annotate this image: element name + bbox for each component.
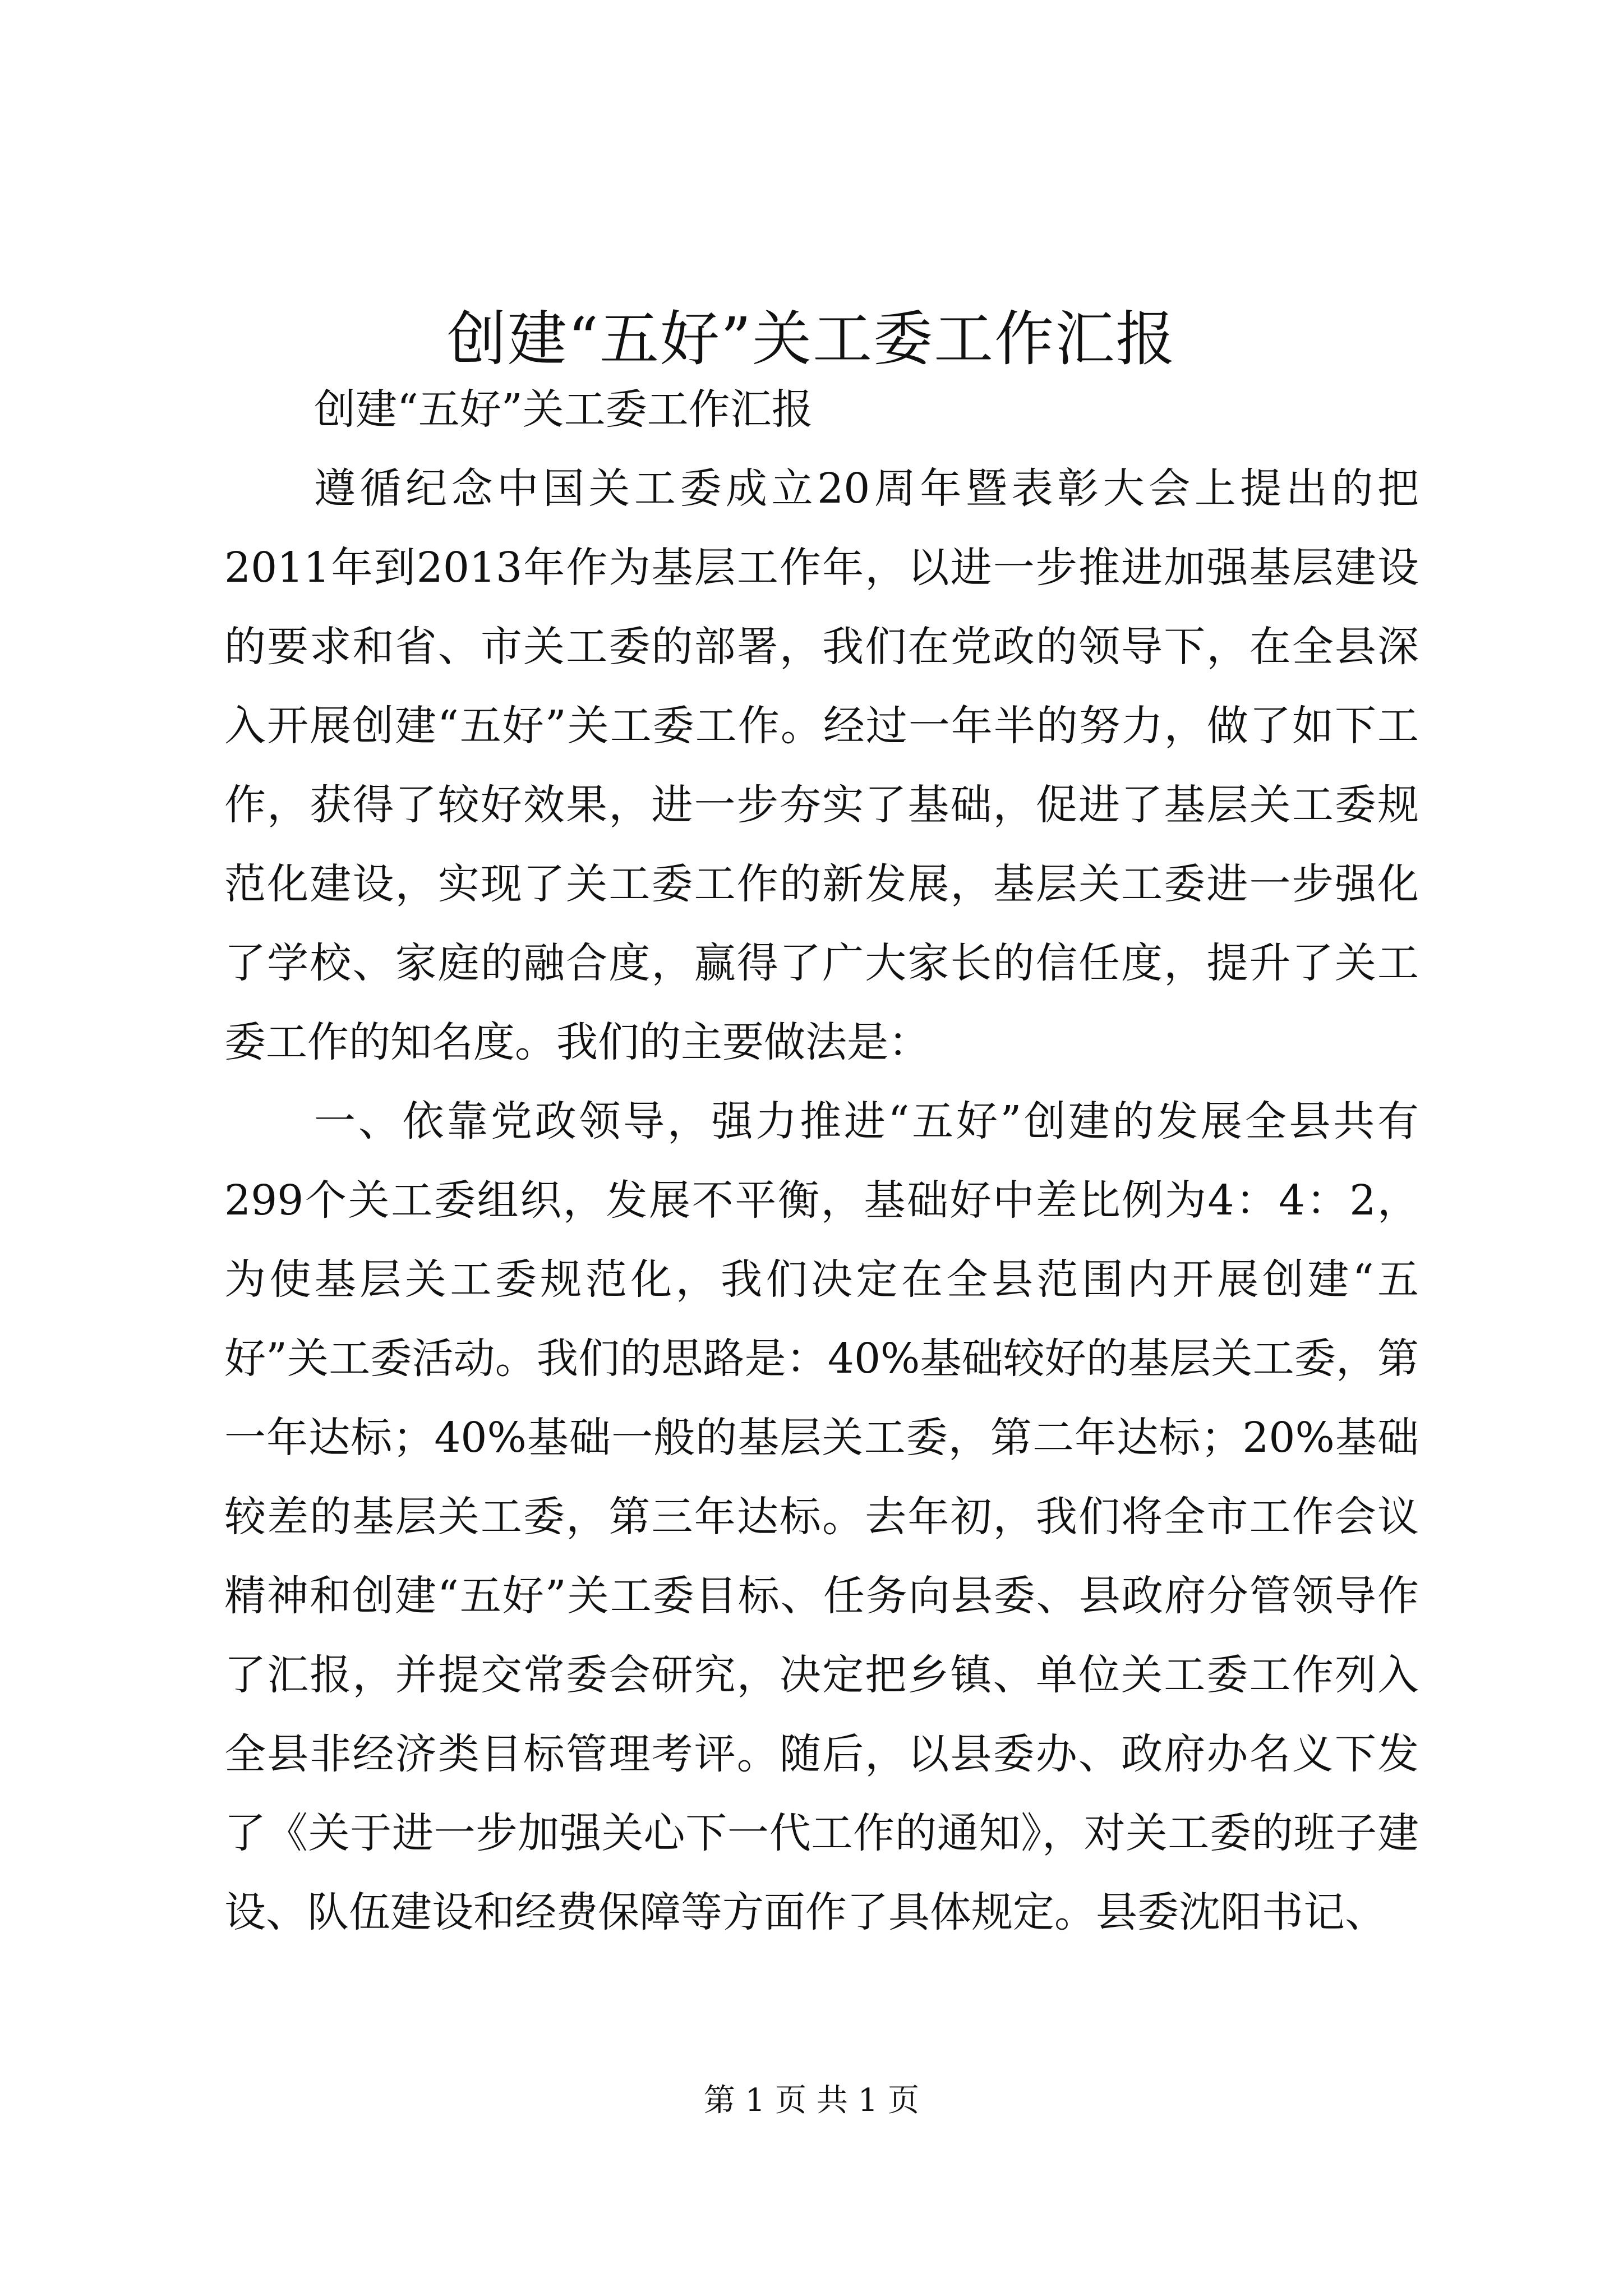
- document-title: 创建“五好”关工委工作汇报: [446, 305, 1177, 374]
- document-body: [224, 370, 1419, 1952]
- paragraph-section-one: 一、依靠党政领导，强力推进“五好”创建的发展全县共有299个关工委组织，发展不平衡，基础好中差比例为4：4：2，为使基层关工委规范化，我们决定在全县范围内开展创建“五好”关工委活动。我们的思路是：40%基础较好的基层关工委，第一年达标；40%基础一般的基层关工委，第二年达标；20%基础较差的基层关工委，第三年达标。去年初，我们将全市工作会议精神和创建“五好”关工委目标、任务向县委、县政府分管领导作了汇报，并提交常委会研究，决定把乡镇、单位关工委工作列入全县非经济类目标管理考评。随后，以县委办、政府办名义下发了《关于进一步加强关心下一代工作的通知》，对关工委的班子建设、队伍建设和经费保障等方面作了具体规定。县委沈阳书记、: [224, 1097, 1419, 1936]
- paragraph-subtitle: 创建“五好”关工委工作汇报: [314, 385, 813, 434]
- page-footer: 第 1 页 共 1 页: [703, 2082, 920, 2119]
- paragraph-intro: 遵循纪念中国关工委成立20周年暨表彰大会上提出的把2011年到2013年作为基层工作年，以进一步推进加强基层建设的要求和省、市关工委的部署，我们在党政的领导下，在全县深入开展创建“五好”关工委工作。经过一年半的努力，做了如下工作，获得了较好效果，进一步夯实了基础，促进了基层关工委规范化建设，实现了关工委工作的新发展，基层关工委进一步强化了学校、家庭的融合度，赢得了广大家长的信任度，提升了关工委工作的知名度。我们的主要做法是：: [224, 464, 1419, 1066]
